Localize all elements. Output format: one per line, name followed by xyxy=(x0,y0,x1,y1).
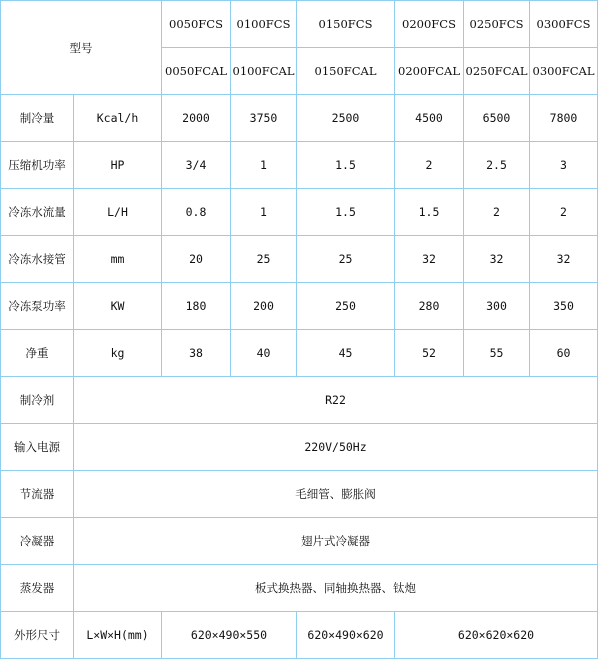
model-fcs-1: 0050FCS xyxy=(162,1,231,48)
cell-value: 38 xyxy=(162,330,231,377)
row-unit: kg xyxy=(74,330,162,377)
row-net-weight xyxy=(1,330,598,377)
cell-value: 350 xyxy=(530,283,598,330)
row-evaporator xyxy=(1,565,598,612)
cell-value: 20 xyxy=(162,236,231,283)
cell-value: 620×490×620 xyxy=(297,612,395,659)
row-unit: Kcal/h xyxy=(74,95,162,142)
model-fcal-5: 0250FCAL xyxy=(464,48,530,95)
cell-value: 250 xyxy=(297,283,395,330)
cell-value: 6500 xyxy=(464,95,530,142)
row-label: 压缩机功率 xyxy=(1,142,74,189)
cell-value: 2 xyxy=(395,142,464,189)
row-label: 制冷剂 xyxy=(1,377,74,424)
row-label: 冷冻水接管 xyxy=(1,236,74,283)
header-row-fcs xyxy=(1,1,598,48)
row-label: 节流器 xyxy=(1,471,74,518)
row-label: 冷冻泵功率 xyxy=(1,283,74,330)
cell-value: 1.5 xyxy=(297,189,395,236)
cell-value-merged: 翅片式冷凝器 xyxy=(74,518,598,565)
cell-value: 180 xyxy=(162,283,231,330)
model-fcal-3: 0150FCAL xyxy=(297,48,395,95)
cell-value: 0.8 xyxy=(162,189,231,236)
cell-value-merged: 620×620×620 xyxy=(395,612,598,659)
cell-value: 32 xyxy=(464,236,530,283)
cell-value: 200 xyxy=(231,283,297,330)
cell-value: 55 xyxy=(464,330,530,377)
cell-value: 3750 xyxy=(231,95,297,142)
cell-value: 2 xyxy=(464,189,530,236)
row-label: 输入电源 xyxy=(1,424,74,471)
cell-value: 1 xyxy=(231,189,297,236)
cell-value: 7800 xyxy=(530,95,598,142)
row-chilled-water-flow xyxy=(1,189,598,236)
row-label: 冷凝器 xyxy=(1,518,74,565)
model-fcs-6: 0300FCS xyxy=(530,1,598,48)
cell-value: 60 xyxy=(530,330,598,377)
cell-value: 3/4 xyxy=(162,142,231,189)
cell-value: 1 xyxy=(231,142,297,189)
model-fcal-6: 0300FCAL xyxy=(530,48,598,95)
row-throttle xyxy=(1,471,598,518)
cell-value: 52 xyxy=(395,330,464,377)
row-input-power xyxy=(1,424,598,471)
row-unit: L×W×H(mm) xyxy=(74,612,162,659)
row-cooling-capacity xyxy=(1,95,598,142)
model-label: 型号 xyxy=(1,1,162,95)
cell-value-merged: 毛细管、膨胀阀 xyxy=(74,471,598,518)
cell-value: 3 xyxy=(530,142,598,189)
model-fcs-5: 0250FCS xyxy=(464,1,530,48)
row-label: 冷冻水流量 xyxy=(1,189,74,236)
row-compressor-power xyxy=(1,142,598,189)
cell-value: 25 xyxy=(297,236,395,283)
cell-value: 2000 xyxy=(162,95,231,142)
cell-value: 25 xyxy=(231,236,297,283)
row-label: 外形尺寸 xyxy=(1,612,74,659)
row-condenser xyxy=(1,518,598,565)
model-fcs-4: 0200FCS xyxy=(395,1,464,48)
model-fcal-2: 0100FCAL xyxy=(231,48,297,95)
row-label: 蒸发器 xyxy=(1,565,74,612)
cell-value: 4500 xyxy=(395,95,464,142)
row-refrigerant xyxy=(1,377,598,424)
row-unit: KW xyxy=(74,283,162,330)
model-fcal-1: 0050FCAL xyxy=(162,48,231,95)
cell-value-merged: R22 xyxy=(74,377,598,424)
model-fcs-2: 0100FCS xyxy=(231,1,297,48)
row-unit: HP xyxy=(74,142,162,189)
row-label: 净重 xyxy=(1,330,74,377)
cell-value: 2.5 xyxy=(464,142,530,189)
cell-value: 2500 xyxy=(297,95,395,142)
cell-value: 32 xyxy=(530,236,598,283)
cell-value: 1.5 xyxy=(297,142,395,189)
row-label: 制冷量 xyxy=(1,95,74,142)
cell-value-merged: 220V/50Hz xyxy=(74,424,598,471)
cell-value: 300 xyxy=(464,283,530,330)
cell-value: 40 xyxy=(231,330,297,377)
cell-value: 32 xyxy=(395,236,464,283)
cell-value: 45 xyxy=(297,330,395,377)
cell-value-merged: 板式换热器、同轴换热器、钛炮 xyxy=(74,565,598,612)
cell-value: 1.5 xyxy=(395,189,464,236)
row-dimensions xyxy=(1,612,598,659)
cell-value: 280 xyxy=(395,283,464,330)
row-unit: mm xyxy=(74,236,162,283)
row-pump-power xyxy=(1,283,598,330)
model-fcal-4: 0200FCAL xyxy=(395,48,464,95)
row-chilled-water-pipe xyxy=(1,236,598,283)
cell-value: 2 xyxy=(530,189,598,236)
row-unit: L/H xyxy=(74,189,162,236)
model-fcs-3: 0150FCS xyxy=(297,1,395,48)
cell-value-merged: 620×490×550 xyxy=(162,612,297,659)
